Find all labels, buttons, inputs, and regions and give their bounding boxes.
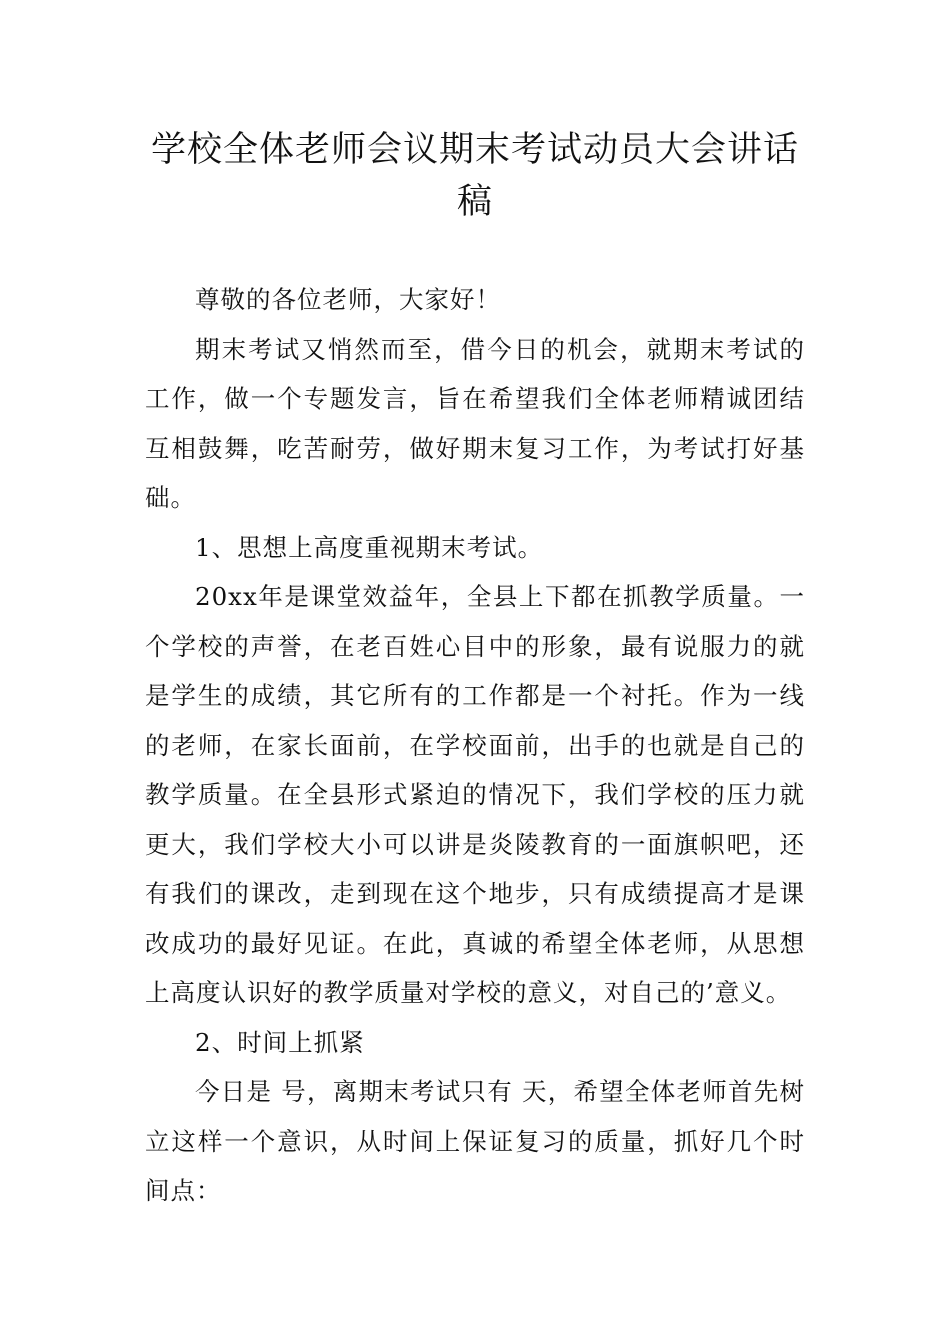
intro-paragraph: 期末考试又悄然而至，借今日的机会，就期末考试的工作，做一个专题发言，旨在希望我们全体老师精诚团结互相鼓舞，吃苦耐劳，做好期末复习工作，为考试打好基础。 [145, 334, 805, 512]
section-2-paragraph: 今日是 号，离期末考试只有 天，希望全体老师首先树立这样一个意识，从时间上保证复习的质量，抓好几个时间点： [145, 1077, 805, 1205]
section-heading-1: 1、思想上高度重视期末考试。 [195, 532, 544, 562]
greeting-paragraph: 尊敬的各位老师，大家好！ [195, 285, 501, 314]
section-heading-2: 2、时间上抓紧 [195, 1027, 365, 1057]
document-body [145, 275, 805, 1216]
section-1-paragraph: 20xx年是课堂效益年，全县上下都在抓教学质量。一个学校的声誉，在老百姓心目中的形象，最有说服力的就是学生的成绩，其它所有的工作都是一个衬托。作为一线的老师，在家长面前，在学校面前，出手的也就是自己的教学质量。在全县形式紧迫的情况下，我们学校的压力就更大，我们学校大小可以讲是炎陵教育的一面旗帜吧，还有我们的课改，走到现在这个地步，只有成绩提高才是课改成功的最好见证。在此，真诚的希望全体老师，从思想上高度认识好的教学质量对学校的意义，对自己的’意义。 [145, 582, 805, 1007]
document-title: 学校全体老师会议期末考试动员大会讲话稿 [150, 130, 799, 222]
